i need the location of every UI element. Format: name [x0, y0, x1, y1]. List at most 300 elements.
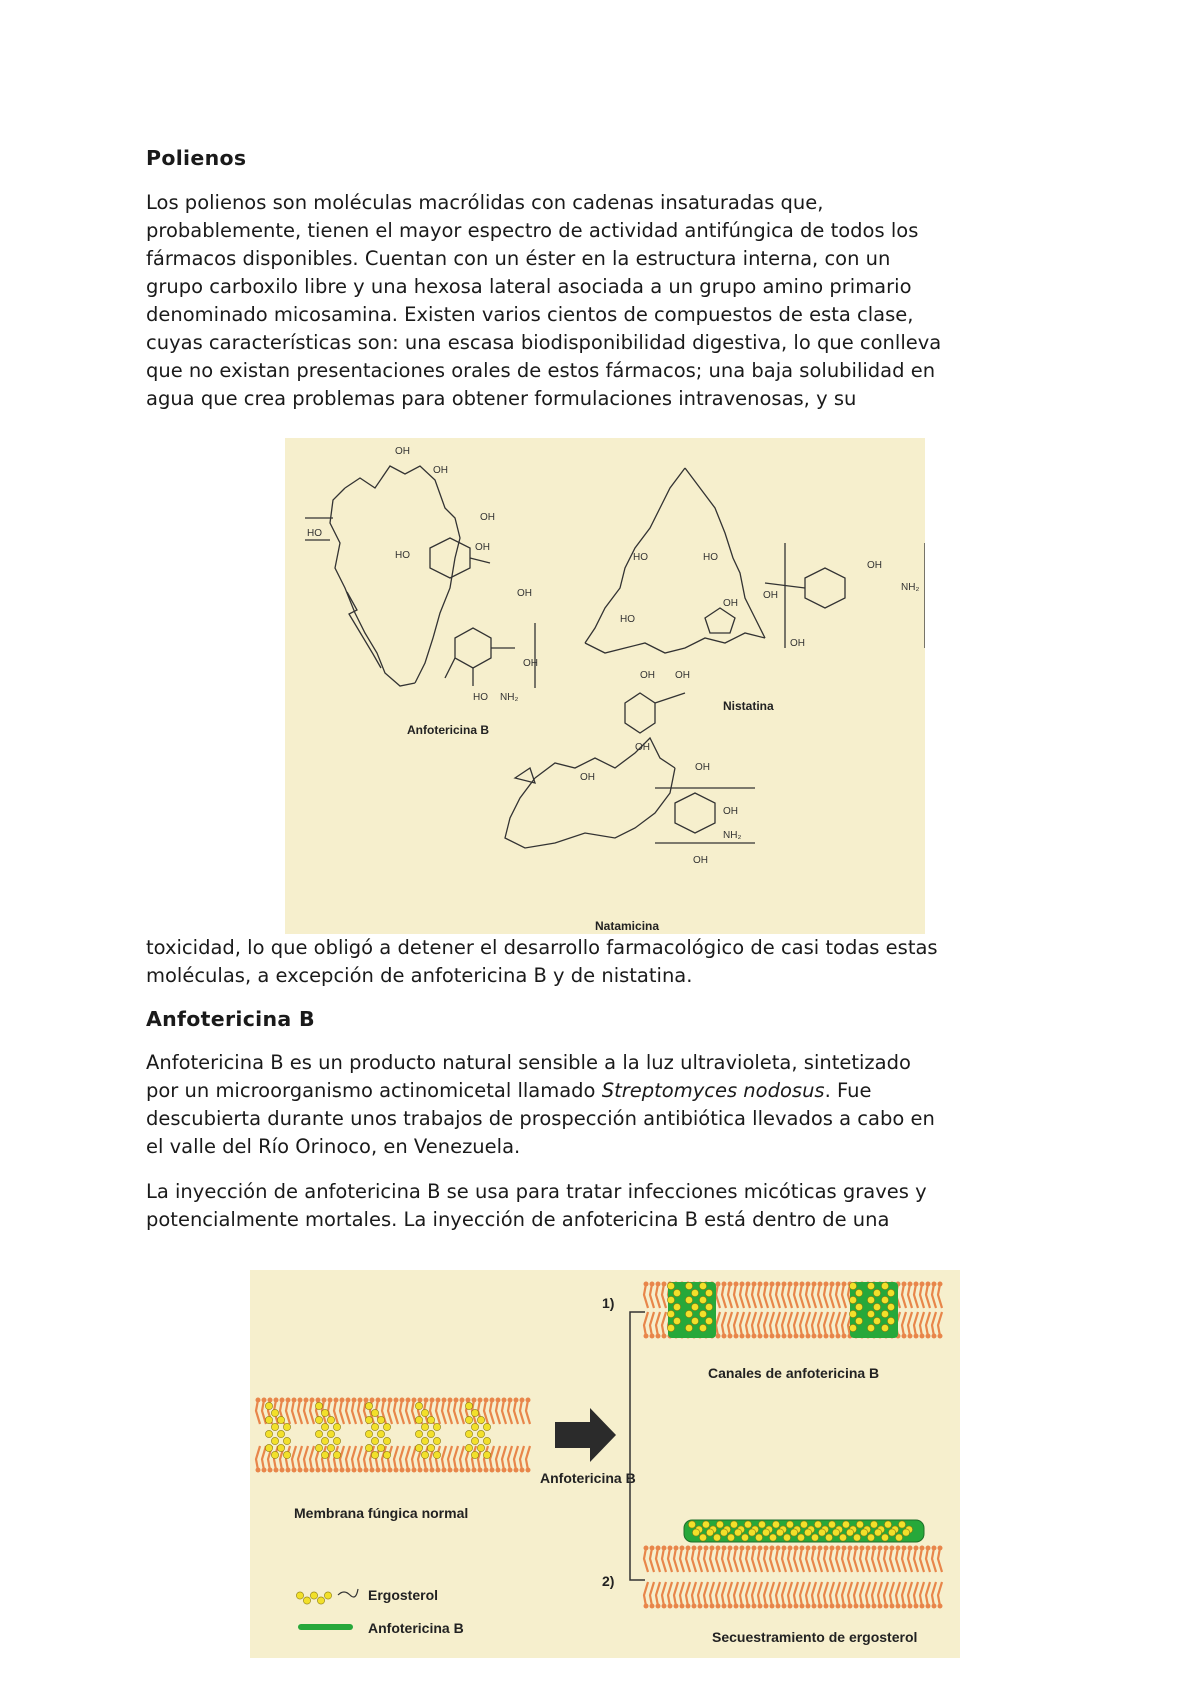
lipid-head — [890, 1546, 895, 1551]
lipid-head — [298, 1468, 303, 1473]
lipid-head — [776, 1334, 781, 1339]
lipid-head — [908, 1282, 913, 1287]
ergosterol-bead — [744, 1521, 751, 1528]
lipid-head — [752, 1334, 757, 1339]
ergosterol-bead — [471, 1409, 478, 1416]
ergosterol-bead — [691, 1303, 698, 1310]
ergosterol-bead — [874, 1529, 881, 1536]
lipid-head — [472, 1468, 477, 1473]
ergosterol-bead — [699, 1282, 706, 1289]
lipid-head — [764, 1604, 769, 1609]
lipid-head — [926, 1334, 931, 1339]
lipid-tail — [310, 1446, 314, 1470]
label-nistatina: Nistatina — [723, 699, 774, 713]
sequester-membrane-lipids — [644, 1546, 943, 1609]
lipid-tail — [740, 1548, 744, 1572]
lipid-head — [478, 1468, 483, 1473]
ergosterol-bead — [881, 1296, 888, 1303]
lipid-head — [328, 1398, 333, 1403]
lipid-tail — [514, 1446, 518, 1470]
lipid-tail — [358, 1400, 362, 1424]
lipid-head — [662, 1546, 667, 1551]
lipid-head — [722, 1604, 727, 1609]
lipid-tail — [782, 1548, 786, 1572]
lipid-tail — [502, 1400, 506, 1424]
lipid-head — [424, 1468, 429, 1473]
legend-ergosterol-label: Ergosterol — [368, 1587, 439, 1603]
lipid-head — [728, 1282, 733, 1287]
lipid-tail — [388, 1400, 392, 1424]
ergosterol-bead — [265, 1402, 272, 1409]
lipid-tail — [662, 1548, 666, 1572]
text-line — [146, 1077, 1066, 1105]
ergosterol-bead — [849, 1296, 856, 1303]
lipid-head — [412, 1398, 417, 1403]
paragraph-anfotericina-2 — [146, 1178, 1066, 1234]
lipid-tail — [764, 1548, 768, 1572]
lipid-head — [698, 1546, 703, 1551]
lipid-tail — [770, 1284, 774, 1308]
lipid-head — [460, 1468, 465, 1473]
step-1-label: 1) — [602, 1295, 615, 1311]
lipid-tail — [502, 1446, 506, 1470]
lipid-head — [938, 1604, 943, 1609]
lipid-head — [656, 1546, 661, 1551]
lipid-head — [490, 1468, 495, 1473]
lipid-head — [656, 1334, 661, 1339]
ergosterol-bead — [377, 1444, 384, 1451]
lipid-head — [800, 1604, 805, 1609]
lipid-tail — [770, 1582, 774, 1606]
lipid-head — [794, 1604, 799, 1609]
lipid-head — [316, 1398, 321, 1403]
legend-amphotericin-swatch — [298, 1624, 353, 1630]
ergosterol-bead — [811, 1534, 818, 1541]
ergosterol-bead — [734, 1529, 741, 1536]
ergosterol-bead — [371, 1409, 378, 1416]
lipid-tail — [920, 1312, 924, 1336]
ergosterol-bead — [699, 1296, 706, 1303]
lipid-head — [346, 1398, 351, 1403]
lipid-head — [836, 1334, 841, 1339]
lipid-tail — [932, 1284, 936, 1308]
ergosterol-bead — [483, 1451, 490, 1458]
lipid-head — [776, 1604, 781, 1609]
ergosterol-bead — [471, 1423, 478, 1430]
lipid-head — [484, 1398, 489, 1403]
lipid-head — [908, 1334, 913, 1339]
lipid-head — [896, 1604, 901, 1609]
lipid-tail — [812, 1312, 816, 1336]
lipid-tail — [340, 1446, 344, 1470]
lipid-tail — [716, 1312, 720, 1336]
lipid-head — [812, 1334, 817, 1339]
lipid-tail — [644, 1548, 648, 1572]
lipid-head — [650, 1334, 655, 1339]
lipid-head — [830, 1546, 835, 1551]
group-label: OH — [763, 590, 778, 601]
lipid-head — [376, 1398, 381, 1403]
lipid-head — [758, 1604, 763, 1609]
lipid-tail — [878, 1548, 882, 1572]
lipid-head — [496, 1468, 501, 1473]
lipid-head — [860, 1546, 865, 1551]
lipid-head — [508, 1468, 513, 1473]
lipid-head — [740, 1334, 745, 1339]
ergosterol-bead — [849, 1324, 856, 1331]
lipid-tail — [526, 1446, 530, 1470]
lipid-head — [668, 1546, 673, 1551]
lipid-tail — [920, 1284, 924, 1308]
lipid-head — [782, 1604, 787, 1609]
ergosterol-bead — [758, 1521, 765, 1528]
lipid-head — [502, 1468, 507, 1473]
lipid-head — [710, 1546, 715, 1551]
lipid-head — [662, 1604, 667, 1609]
lipid-head — [268, 1468, 273, 1473]
ergosterol-bead — [855, 1317, 862, 1324]
ergosterol-bead — [365, 1444, 372, 1451]
ergosterol-bead — [720, 1529, 727, 1536]
lipid-head — [436, 1398, 441, 1403]
lipid-tail — [758, 1548, 762, 1572]
ergosterol-bead — [421, 1437, 428, 1444]
lipid-head — [394, 1468, 399, 1473]
lipid-head — [280, 1468, 285, 1473]
ergosterol-bead — [465, 1416, 472, 1423]
ergosterol-bead — [315, 1444, 322, 1451]
lipid-tail — [836, 1312, 840, 1336]
ergosterol-bead — [673, 1317, 680, 1324]
lipid-tail — [286, 1400, 290, 1424]
ergosterol-bead — [315, 1430, 322, 1437]
lipid-tail — [520, 1400, 524, 1424]
lipid-tail — [758, 1284, 762, 1308]
lipid-tail — [656, 1284, 660, 1308]
lipid-tail — [896, 1582, 900, 1606]
lipid-head — [686, 1546, 691, 1551]
ergosterol-bead — [814, 1521, 821, 1528]
ergosterol-bead — [265, 1430, 272, 1437]
lipid-head — [502, 1398, 507, 1403]
lipid-head — [770, 1334, 775, 1339]
lipid-tail — [728, 1582, 732, 1606]
ergosterol-bead — [881, 1282, 888, 1289]
lipid-head — [514, 1468, 519, 1473]
lipid-head — [520, 1468, 525, 1473]
lipid-tail — [854, 1582, 858, 1606]
group-label: OH — [675, 670, 690, 681]
lipid-tail — [878, 1582, 882, 1606]
lipid-head — [842, 1334, 847, 1339]
lipid-tail — [794, 1312, 798, 1336]
lipid-head — [406, 1468, 411, 1473]
group-label: OH — [580, 772, 595, 783]
lipid-tail — [812, 1582, 816, 1606]
legend-ergosterol-icon — [296, 1592, 331, 1604]
lipid-head — [884, 1546, 889, 1551]
ergosterol-bead — [699, 1324, 706, 1331]
lipid-tail — [938, 1548, 942, 1572]
lipid-tail — [454, 1446, 458, 1470]
lipid-tail — [884, 1548, 888, 1572]
ergosterol-bead — [688, 1521, 695, 1528]
lipid-head — [656, 1604, 661, 1609]
ergosterol-bead — [856, 1521, 863, 1528]
lipid-head — [526, 1398, 531, 1403]
ergosterol-bead — [265, 1444, 272, 1451]
lipid-head — [788, 1604, 793, 1609]
lipid-tail — [830, 1312, 834, 1336]
lipid-tail — [836, 1284, 840, 1308]
text-line: moléculas, a excepción de anfotericina B y de nistatina. — [146, 964, 693, 987]
group-label: OH — [695, 762, 710, 773]
lipid-tail — [400, 1400, 404, 1424]
lipid-head — [872, 1604, 877, 1609]
lipid-tail — [794, 1548, 798, 1572]
lipid-head — [878, 1546, 883, 1551]
ergosterol-bead — [321, 1437, 328, 1444]
lipid-tail — [758, 1582, 762, 1606]
ergosterol-bead — [898, 1521, 905, 1528]
lipid-head — [352, 1398, 357, 1403]
group-label: HO — [620, 614, 635, 625]
lipid-head — [818, 1282, 823, 1287]
lipid-head — [896, 1546, 901, 1551]
lipid-head — [920, 1282, 925, 1287]
lipid-tail — [346, 1446, 350, 1470]
lipid-head — [770, 1282, 775, 1287]
lipid-head — [650, 1604, 655, 1609]
lipid-tail — [728, 1312, 732, 1336]
ergosterol-bead — [277, 1444, 284, 1451]
lipid-tail — [902, 1548, 906, 1572]
lipid-tail — [710, 1582, 714, 1606]
ergosterol-bead — [887, 1289, 894, 1296]
lipid-head — [740, 1604, 745, 1609]
lipid-tail — [872, 1548, 876, 1572]
lipid-tail — [674, 1582, 678, 1606]
lipid-head — [262, 1468, 267, 1473]
lipid-tail — [698, 1548, 702, 1572]
lipid-head — [442, 1398, 447, 1403]
ergosterol-bead — [772, 1521, 779, 1528]
ergosterol-bead — [873, 1317, 880, 1324]
ergosterol-bead — [383, 1437, 390, 1444]
lipid-head — [806, 1604, 811, 1609]
lipid-head — [292, 1398, 297, 1403]
label-secuestramiento: Secuestramiento de ergosterol — [712, 1629, 918, 1645]
lipid-head — [812, 1282, 817, 1287]
lipid-head — [788, 1546, 793, 1551]
lipid-head — [454, 1398, 459, 1403]
lipid-head — [752, 1282, 757, 1287]
lipid-head — [914, 1546, 919, 1551]
group-label: HO — [633, 552, 648, 563]
lipid-head — [938, 1282, 943, 1287]
lipid-tail — [650, 1312, 654, 1336]
ergosterol-bead — [867, 1282, 874, 1289]
lipid-head — [656, 1282, 661, 1287]
ergosterol-bead — [685, 1324, 692, 1331]
lipid-head — [424, 1398, 429, 1403]
lipid-head — [412, 1468, 417, 1473]
lipid-tail — [680, 1548, 684, 1572]
ergosterol-bead — [365, 1430, 372, 1437]
ergosterol-bead — [421, 1451, 428, 1458]
lipid-head — [460, 1398, 465, 1403]
ergosterol-bead — [849, 1310, 856, 1317]
lipid-tail — [680, 1582, 684, 1606]
lipid-head — [310, 1398, 315, 1403]
lipid-tail — [848, 1548, 852, 1572]
lipid-tail — [800, 1548, 804, 1572]
lipid-head — [644, 1546, 649, 1551]
lipid-tail — [686, 1548, 690, 1572]
lipid-head — [262, 1398, 267, 1403]
ergosterol-bead — [673, 1303, 680, 1310]
ergosterol-bead — [277, 1430, 284, 1437]
lipid-head — [382, 1398, 387, 1403]
lipid-head — [854, 1546, 859, 1551]
lipid-head — [466, 1468, 471, 1473]
step-2-label: 2) — [602, 1573, 615, 1589]
ergosterol-bead — [842, 1521, 849, 1528]
lipid-tail — [902, 1582, 906, 1606]
lipid-tail — [800, 1284, 804, 1308]
lipid-head — [848, 1546, 853, 1551]
lipid-head — [274, 1468, 279, 1473]
lipid-tail — [842, 1284, 846, 1308]
lipid-head — [442, 1468, 447, 1473]
lipid-tail — [256, 1400, 260, 1424]
lipid-tail — [262, 1446, 266, 1470]
ergosterol-bead — [383, 1423, 390, 1430]
lipid-tail — [806, 1548, 810, 1572]
lipid-head — [890, 1604, 895, 1609]
lipid-head — [686, 1604, 691, 1609]
lipid-head — [508, 1398, 513, 1403]
lipid-head — [932, 1604, 937, 1609]
lipid-head — [430, 1468, 435, 1473]
group-label: OH — [790, 638, 805, 649]
lipid-head — [938, 1334, 943, 1339]
lipid-tail — [526, 1400, 530, 1424]
lipid-head — [722, 1334, 727, 1339]
lipid-head — [310, 1468, 315, 1473]
lipid-tail — [686, 1582, 690, 1606]
ergosterol-bead — [691, 1289, 698, 1296]
ergosterol-bead — [867, 1310, 874, 1317]
lipid-head — [878, 1604, 883, 1609]
lipid-tail — [902, 1312, 906, 1336]
lipid-head — [764, 1546, 769, 1551]
ergosterol-bead — [741, 1534, 748, 1541]
ergosterol-bead — [271, 1451, 278, 1458]
lipid-head — [854, 1604, 859, 1609]
lipid-tail — [860, 1548, 864, 1572]
lipid-tail — [824, 1284, 828, 1308]
lipid-tail — [830, 1284, 834, 1308]
lipid-tail — [776, 1284, 780, 1308]
ergosterol-bead — [713, 1534, 720, 1541]
ergosterol-bead — [790, 1529, 797, 1536]
ergosterol-bead — [317, 1597, 324, 1604]
group-label: OH — [693, 855, 708, 866]
lipid-head — [938, 1546, 943, 1551]
lipid-head — [932, 1546, 937, 1551]
ergosterol-bead — [427, 1430, 434, 1437]
lipid-head — [788, 1282, 793, 1287]
ergosterol-bead — [888, 1529, 895, 1536]
lipid-head — [490, 1398, 495, 1403]
ergosterol-bead — [415, 1430, 422, 1437]
lipid-tail — [908, 1312, 912, 1336]
lipid-tail — [698, 1582, 702, 1606]
ergosterol-bead — [667, 1310, 674, 1317]
group-label: OH — [867, 560, 882, 571]
lipid-head — [734, 1282, 739, 1287]
group-label: OH — [723, 806, 738, 817]
lipid-head — [872, 1546, 877, 1551]
lipid-head — [800, 1546, 805, 1551]
text-line: denominado micosamina. Existen varios cientos de compuestos de esta clase, — [146, 303, 914, 326]
lipid-head — [304, 1468, 309, 1473]
text-fragment: . Fue — [824, 1079, 872, 1102]
lipid-head — [292, 1468, 297, 1473]
lipid-head — [812, 1546, 817, 1551]
lipid-tail — [692, 1582, 696, 1606]
lipid-tail — [818, 1284, 822, 1308]
lipid-tail — [352, 1446, 356, 1470]
group-label: OH — [395, 446, 410, 457]
lipid-head — [722, 1546, 727, 1551]
lipid-tail — [704, 1582, 708, 1606]
lipid-tail — [722, 1312, 726, 1336]
lipid-head — [866, 1604, 871, 1609]
lipid-head — [256, 1398, 261, 1403]
ergosterol-bead — [283, 1423, 290, 1430]
lipid-tail — [650, 1582, 654, 1606]
ergosterol-bead — [727, 1534, 734, 1541]
lipid-tail — [926, 1548, 930, 1572]
ergosterol-bead — [867, 1324, 874, 1331]
label-natamicina: Natamicina — [595, 919, 660, 933]
lipid-tail — [836, 1548, 840, 1572]
paragraph-anfotericina-1 — [146, 1049, 1066, 1161]
group-label: OH — [475, 542, 490, 553]
ergosterol-bead — [762, 1529, 769, 1536]
group-label: NH₂ — [901, 582, 920, 593]
lipid-tail — [752, 1312, 756, 1336]
ergosterol-bead — [477, 1444, 484, 1451]
lipid-head — [866, 1546, 871, 1551]
lipid-head — [932, 1282, 937, 1287]
lipid-head — [514, 1398, 519, 1403]
ergosterol-bead — [427, 1416, 434, 1423]
lipid-head — [920, 1334, 925, 1339]
lipid-tail — [668, 1582, 672, 1606]
lipid-head — [824, 1282, 829, 1287]
lipid-head — [704, 1546, 709, 1551]
lipid-head — [322, 1468, 327, 1473]
species-name: Streptomyces nodosus — [601, 1079, 825, 1102]
lipid-head — [358, 1468, 363, 1473]
ergosterol-bead — [421, 1423, 428, 1430]
ergosterol-bead — [685, 1310, 692, 1317]
lipid-head — [388, 1468, 393, 1473]
lipid-head — [824, 1604, 829, 1609]
